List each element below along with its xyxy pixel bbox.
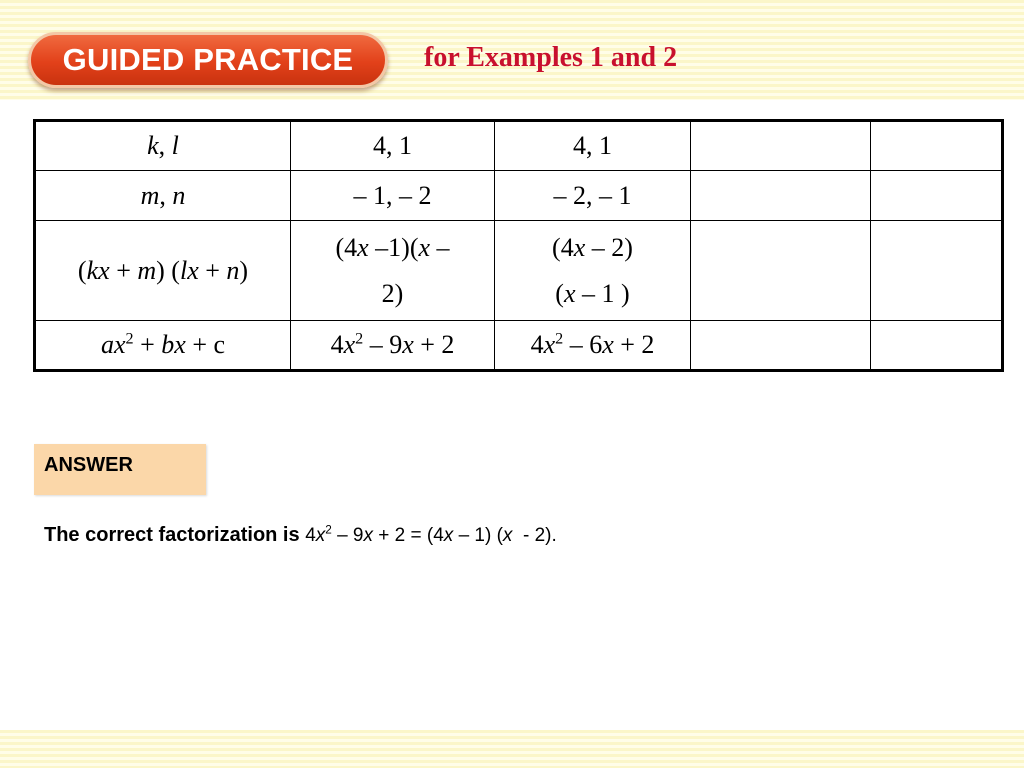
answer-equation: $4x^2 - 9x + 2 = (4x - 1)$ (x - 2). <box>305 523 557 546</box>
cell-r1-c4 <box>691 121 871 171</box>
answer-box <box>34 444 206 495</box>
answer-lead-text: The correct factorization is <box>44 524 300 546</box>
header-subtitle: for Examples 1 and 2 <box>424 42 678 73</box>
row-label-product: (kx + m) (lx + n) <box>35 221 291 321</box>
cell-r4-c3: $4x^2 - 6x + 2$ <box>495 321 691 371</box>
cell-r3-c4 <box>691 221 871 321</box>
footer-band <box>0 730 1024 768</box>
cell-r3-c5 <box>871 221 1003 321</box>
cell-r2-c4 <box>691 171 871 221</box>
table-row <box>35 121 1003 171</box>
cell-r2-c5 <box>871 171 1003 221</box>
badge-label: GUIDED PRACTICE <box>62 42 354 77</box>
guided-practice-badge <box>28 32 388 88</box>
cell-r2-c3: – 2, – 1 <box>495 171 691 221</box>
cell-r1-c3: 4, 1 <box>495 121 691 171</box>
row-label-mn: m, n <box>35 171 291 221</box>
cell-r4-c5 <box>871 321 1003 371</box>
table-row <box>35 321 1003 371</box>
cell-r1-c2: 4, 1 <box>291 121 495 171</box>
row-label-kl: k, l <box>35 121 291 171</box>
cell-r3-c3: (4x – 2) (x – 1 ) <box>495 221 691 321</box>
answer-statement <box>44 524 557 547</box>
table-row <box>35 171 1003 221</box>
answer-label: ANSWER <box>44 454 133 476</box>
cell-r3-c2: (4x –1)(x – 2) <box>291 221 495 321</box>
table-row <box>35 221 1003 321</box>
cell-r4-c4 <box>691 321 871 371</box>
cell-r2-c2: – 1, – 2 <box>291 171 495 221</box>
cell-r1-c5 <box>871 121 1003 171</box>
row-label-standard-form: $ax^2$ + bx + c <box>35 321 291 371</box>
cell-r4-c2: $4x^2 - 9x + 2$ <box>291 321 495 371</box>
factor-table <box>33 119 1004 372</box>
